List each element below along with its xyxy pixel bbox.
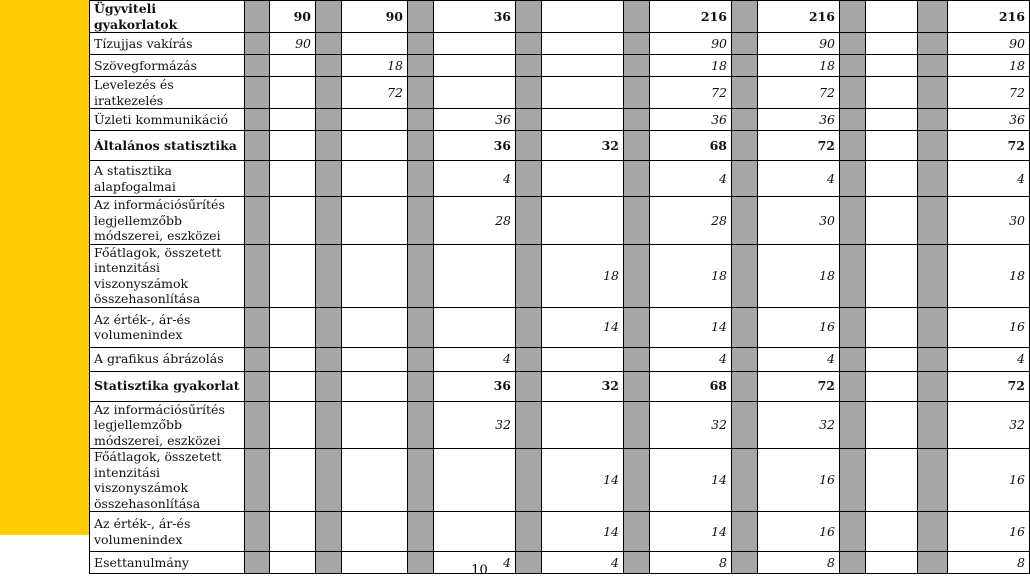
- hours-cell: 14: [542, 449, 624, 512]
- hours-cell: [434, 244, 516, 307]
- gray-spacer-cell: [732, 512, 758, 552]
- gray-spacer-cell: [245, 1, 270, 33]
- hours-cell: 36: [948, 109, 1030, 131]
- hours-cell: 72: [342, 77, 408, 109]
- gray-spacer-cell: [316, 109, 342, 131]
- hours-cell: [342, 131, 408, 161]
- hours-cell: [434, 77, 516, 109]
- hours-cell: 28: [650, 197, 732, 245]
- gray-spacer-cell: [624, 347, 650, 371]
- hours-cell: 32: [542, 131, 624, 161]
- table-row: [90, 109, 1030, 131]
- hours-cell: 36: [434, 109, 516, 131]
- gray-spacer-cell: [732, 244, 758, 307]
- hours-cell: [270, 371, 316, 401]
- hours-cell: 90: [650, 33, 732, 55]
- hours-cell: [342, 449, 408, 512]
- hours-cell: [342, 197, 408, 245]
- hours-cell: [270, 449, 316, 512]
- gray-spacer-cell: [316, 131, 342, 161]
- hours-cell: 90: [948, 33, 1030, 55]
- hours-cell: [434, 449, 516, 512]
- gray-spacer-cell: [516, 197, 542, 245]
- gray-spacer-cell: [918, 131, 948, 161]
- gray-spacer-cell: [918, 33, 948, 55]
- gray-spacer-cell: [624, 449, 650, 512]
- table-row: [90, 131, 1030, 161]
- gray-spacer-cell: [840, 401, 866, 449]
- hours-cell: [434, 512, 516, 552]
- row-label: A grafikus ábrázolás: [90, 347, 245, 371]
- hours-cell: [542, 55, 624, 77]
- gray-spacer-cell: [516, 77, 542, 109]
- gray-spacer-cell: [918, 161, 948, 197]
- gray-spacer-cell: [516, 161, 542, 197]
- table-row: [90, 371, 1030, 401]
- gray-spacer-cell: [840, 197, 866, 245]
- gray-spacer-cell: [918, 512, 948, 552]
- gray-spacer-cell: [732, 77, 758, 109]
- hours-cell: [342, 307, 408, 347]
- hours-cell: 4: [758, 347, 840, 371]
- hours-cell: 16: [758, 512, 840, 552]
- gray-spacer-cell: [840, 161, 866, 197]
- gray-spacer-cell: [245, 401, 270, 449]
- hours-cell: 4: [434, 552, 516, 574]
- gray-spacer-cell: [840, 371, 866, 401]
- gray-spacer-cell: [624, 512, 650, 552]
- gray-spacer-cell: [245, 131, 270, 161]
- hours-cell: 32: [948, 401, 1030, 449]
- gray-spacer-cell: [840, 307, 866, 347]
- hours-cell: [866, 244, 918, 307]
- hours-cell: 90: [270, 33, 316, 55]
- gray-spacer-cell: [732, 109, 758, 131]
- hours-cell: 14: [650, 449, 732, 512]
- gray-spacer-cell: [840, 33, 866, 55]
- hours-cell: 36: [434, 131, 516, 161]
- hours-cell: [342, 244, 408, 307]
- gray-spacer-cell: [516, 347, 542, 371]
- hours-cell: 16: [758, 307, 840, 347]
- hours-cell: [342, 371, 408, 401]
- gray-spacer-cell: [408, 197, 434, 245]
- gray-spacer-cell: [316, 77, 342, 109]
- yellow-margin-band: [0, 0, 89, 535]
- hours-cell: 32: [650, 401, 732, 449]
- hours-cell: 8: [948, 552, 1030, 574]
- row-label: Főátlagok, összetett intenzitási viszonyszámok összehasonlítása: [90, 449, 245, 512]
- hours-cell: [866, 77, 918, 109]
- table-row: [90, 197, 1030, 245]
- gray-spacer-cell: [408, 307, 434, 347]
- hours-cell: [270, 197, 316, 245]
- hours-cell: 36: [434, 371, 516, 401]
- gray-spacer-cell: [316, 449, 342, 512]
- hours-cell: 28: [434, 197, 516, 245]
- gray-spacer-cell: [918, 347, 948, 371]
- hours-cell: 18: [948, 244, 1030, 307]
- gray-spacer-cell: [316, 161, 342, 197]
- row-label: Az információsűrítés legjellemzőbb módszerei, eszközei: [90, 401, 245, 449]
- table-row: [90, 244, 1030, 307]
- gray-spacer-cell: [918, 401, 948, 449]
- gray-spacer-cell: [732, 401, 758, 449]
- hours-cell: [434, 55, 516, 77]
- gray-spacer-cell: [840, 109, 866, 131]
- gray-spacer-cell: [918, 197, 948, 245]
- hours-cell: 18: [542, 244, 624, 307]
- gray-spacer-cell: [840, 77, 866, 109]
- hours-cell: 16: [948, 512, 1030, 552]
- gray-spacer-cell: [316, 307, 342, 347]
- gray-spacer-cell: [245, 197, 270, 245]
- hours-cell: [866, 347, 918, 371]
- hours-cell: 18: [948, 55, 1030, 77]
- gray-spacer-cell: [624, 371, 650, 401]
- hours-cell: [542, 401, 624, 449]
- hours-cell: 72: [948, 371, 1030, 401]
- gray-spacer-cell: [624, 244, 650, 307]
- table-row: [90, 449, 1030, 512]
- hours-cell: [866, 197, 918, 245]
- hours-cell: 30: [758, 197, 840, 245]
- hours-cell: [866, 449, 918, 512]
- hours-cell: [342, 347, 408, 371]
- page-number: 10: [471, 563, 488, 578]
- gray-spacer-cell: [840, 347, 866, 371]
- row-label: Ügyviteli gyakorlatok: [90, 1, 245, 33]
- hours-cell: [866, 33, 918, 55]
- gray-spacer-cell: [840, 512, 866, 552]
- gray-spacer-cell: [732, 449, 758, 512]
- hours-cell: [866, 131, 918, 161]
- hours-cell: 8: [758, 552, 840, 574]
- row-label: Esettanulmány: [90, 552, 245, 574]
- table-row: [90, 401, 1030, 449]
- hours-cell: [270, 512, 316, 552]
- hours-cell: 72: [650, 77, 732, 109]
- gray-spacer-cell: [918, 244, 948, 307]
- hours-cell: 36: [434, 1, 516, 33]
- table-row: [90, 55, 1030, 77]
- gray-spacer-cell: [516, 371, 542, 401]
- hours-cell: [542, 109, 624, 131]
- gray-spacer-cell: [245, 307, 270, 347]
- gray-spacer-cell: [408, 55, 434, 77]
- gray-spacer-cell: [624, 109, 650, 131]
- gray-spacer-cell: [732, 371, 758, 401]
- hours-cell: 90: [758, 33, 840, 55]
- gray-spacer-cell: [408, 244, 434, 307]
- gray-spacer-cell: [840, 449, 866, 512]
- hours-cell: 16: [948, 307, 1030, 347]
- table-row: [90, 33, 1030, 55]
- row-label: Általános statisztika: [90, 131, 245, 161]
- gray-spacer-cell: [624, 161, 650, 197]
- gray-spacer-cell: [918, 77, 948, 109]
- hours-cell: [270, 161, 316, 197]
- gray-spacer-cell: [408, 512, 434, 552]
- gray-spacer-cell: [732, 1, 758, 33]
- gray-spacer-cell: [624, 55, 650, 77]
- hours-cell: [434, 33, 516, 55]
- gray-spacer-cell: [408, 449, 434, 512]
- gray-spacer-cell: [316, 197, 342, 245]
- table-row: [90, 512, 1030, 552]
- gray-spacer-cell: [245, 371, 270, 401]
- gray-spacer-cell: [316, 347, 342, 371]
- gray-spacer-cell: [245, 77, 270, 109]
- gray-spacer-cell: [918, 371, 948, 401]
- gray-spacer-cell: [408, 33, 434, 55]
- hours-cell: [270, 401, 316, 449]
- hours-cell: 16: [948, 449, 1030, 512]
- hours-cell: [270, 55, 316, 77]
- table-row: [90, 77, 1030, 109]
- hours-cell: 32: [758, 401, 840, 449]
- gray-spacer-cell: [840, 131, 866, 161]
- gray-spacer-cell: [624, 131, 650, 161]
- gray-spacer-cell: [408, 77, 434, 109]
- gray-spacer-cell: [624, 197, 650, 245]
- gray-spacer-cell: [918, 307, 948, 347]
- gray-spacer-cell: [245, 512, 270, 552]
- gray-spacer-cell: [316, 1, 342, 33]
- hours-cell: [866, 161, 918, 197]
- curriculum-hours-table: [89, 0, 1030, 574]
- gray-spacer-cell: [245, 161, 270, 197]
- hours-cell: [270, 77, 316, 109]
- gray-spacer-cell: [408, 161, 434, 197]
- hours-cell: 32: [542, 371, 624, 401]
- gray-spacer-cell: [732, 347, 758, 371]
- hours-cell: [542, 197, 624, 245]
- gray-spacer-cell: [245, 244, 270, 307]
- gray-spacer-cell: [516, 244, 542, 307]
- gray-spacer-cell: [516, 33, 542, 55]
- row-label: Szövegformázás: [90, 55, 245, 77]
- hours-cell: 18: [650, 244, 732, 307]
- hours-cell: 14: [650, 307, 732, 347]
- hours-cell: 4: [948, 347, 1030, 371]
- hours-cell: 72: [948, 77, 1030, 109]
- gray-spacer-cell: [245, 449, 270, 512]
- hours-cell: 72: [758, 77, 840, 109]
- hours-cell: 216: [650, 1, 732, 33]
- hours-cell: [542, 1, 624, 33]
- hours-cell: 8: [650, 552, 732, 574]
- hours-cell: 72: [948, 131, 1030, 161]
- hours-cell: 68: [650, 371, 732, 401]
- hours-cell: 216: [758, 1, 840, 33]
- hours-cell: 4: [434, 161, 516, 197]
- hours-cell: [342, 161, 408, 197]
- gray-spacer-cell: [624, 401, 650, 449]
- row-label: Az érték-, ár-és volumenindex: [90, 512, 245, 552]
- gray-spacer-cell: [732, 33, 758, 55]
- gray-spacer-cell: [918, 109, 948, 131]
- gray-spacer-cell: [918, 449, 948, 512]
- hours-cell: [270, 307, 316, 347]
- hours-cell: 72: [758, 371, 840, 401]
- hours-cell: 4: [948, 161, 1030, 197]
- gray-spacer-cell: [316, 244, 342, 307]
- hours-cell: 216: [948, 1, 1030, 33]
- gray-spacer-cell: [408, 401, 434, 449]
- gray-spacer-cell: [516, 512, 542, 552]
- row-label: Tízujjas vakírás: [90, 33, 245, 55]
- gray-spacer-cell: [516, 307, 542, 347]
- hours-cell: [866, 109, 918, 131]
- gray-spacer-cell: [840, 1, 866, 33]
- gray-spacer-cell: [732, 307, 758, 347]
- hours-cell: 4: [758, 161, 840, 197]
- hours-cell: [866, 307, 918, 347]
- table-row: [90, 161, 1030, 197]
- hours-cell: 90: [342, 1, 408, 33]
- gray-spacer-cell: [408, 1, 434, 33]
- gray-spacer-cell: [516, 449, 542, 512]
- hours-cell: [270, 109, 316, 131]
- hours-cell: [270, 131, 316, 161]
- hours-cell: [866, 371, 918, 401]
- row-label: Az érték-, ár-és volumenindex: [90, 307, 245, 347]
- hours-cell: 90: [270, 1, 316, 33]
- gray-spacer-cell: [732, 161, 758, 197]
- gray-spacer-cell: [516, 55, 542, 77]
- gray-spacer-cell: [516, 131, 542, 161]
- table-row: [90, 347, 1030, 371]
- hours-cell: 4: [542, 552, 624, 574]
- gray-spacer-cell: [516, 1, 542, 33]
- hours-cell: 16: [758, 449, 840, 512]
- hours-cell: [866, 512, 918, 552]
- row-label: Főátlagok, összetett intenzitási viszonyszámok összehasonlítása: [90, 244, 245, 307]
- hours-cell: 18: [342, 55, 408, 77]
- hours-cell: 18: [650, 55, 732, 77]
- gray-spacer-cell: [245, 109, 270, 131]
- hours-cell: [342, 33, 408, 55]
- hours-cell: [866, 1, 918, 33]
- gray-spacer-cell: [316, 33, 342, 55]
- gray-spacer-cell: [732, 197, 758, 245]
- gray-spacer-cell: [408, 131, 434, 161]
- hours-cell: 36: [758, 109, 840, 131]
- hours-cell: 14: [542, 512, 624, 552]
- hours-cell: 30: [948, 197, 1030, 245]
- gray-spacer-cell: [316, 512, 342, 552]
- hours-cell: [342, 109, 408, 131]
- gray-spacer-cell: [918, 1, 948, 33]
- gray-spacer-cell: [245, 55, 270, 77]
- hours-cell: 72: [758, 131, 840, 161]
- hours-cell: 4: [650, 161, 732, 197]
- hours-cell: [542, 33, 624, 55]
- gray-spacer-cell: [624, 307, 650, 347]
- hours-cell: 14: [542, 307, 624, 347]
- hours-cell: [542, 77, 624, 109]
- row-label: A statisztika alapfogalmai: [90, 161, 245, 197]
- row-label: Üzleti kommunikáció: [90, 109, 245, 131]
- gray-spacer-cell: [840, 55, 866, 77]
- gray-spacer-cell: [918, 55, 948, 77]
- gray-spacer-cell: [624, 1, 650, 33]
- hours-cell: 14: [650, 512, 732, 552]
- gray-spacer-cell: [316, 371, 342, 401]
- hours-cell: 32: [434, 401, 516, 449]
- gray-spacer-cell: [408, 109, 434, 131]
- gray-spacer-cell: [408, 347, 434, 371]
- hours-cell: 18: [758, 55, 840, 77]
- gray-spacer-cell: [732, 55, 758, 77]
- hours-cell: [866, 401, 918, 449]
- row-label: Statisztika gyakorlat: [90, 371, 245, 401]
- hours-cell: [434, 307, 516, 347]
- row-label: Levelezés és iratkezelés: [90, 77, 245, 109]
- gray-spacer-cell: [624, 33, 650, 55]
- gray-spacer-cell: [840, 244, 866, 307]
- hours-cell: [342, 401, 408, 449]
- hours-cell: 4: [650, 347, 732, 371]
- hours-cell: 4: [434, 347, 516, 371]
- hours-cell: 68: [650, 131, 732, 161]
- table-row: [90, 1, 1030, 33]
- hours-cell: [342, 512, 408, 552]
- gray-spacer-cell: [316, 55, 342, 77]
- hours-cell: [542, 161, 624, 197]
- hours-cell: [270, 347, 316, 371]
- hours-cell: 18: [758, 244, 840, 307]
- gray-spacer-cell: [624, 77, 650, 109]
- gray-spacer-cell: [732, 131, 758, 161]
- hours-cell: [270, 244, 316, 307]
- gray-spacer-cell: [516, 401, 542, 449]
- gray-spacer-cell: [408, 371, 434, 401]
- gray-spacer-cell: [245, 347, 270, 371]
- table-row: [90, 307, 1030, 347]
- gray-spacer-cell: [316, 401, 342, 449]
- row-label: Az információsűrítés legjellemzőbb módszerei, eszközei: [90, 197, 245, 245]
- gray-spacer-cell: [245, 33, 270, 55]
- hours-cell: [542, 347, 624, 371]
- hours-cell: 36: [650, 109, 732, 131]
- hours-cell: [866, 55, 918, 77]
- gray-spacer-cell: [516, 109, 542, 131]
